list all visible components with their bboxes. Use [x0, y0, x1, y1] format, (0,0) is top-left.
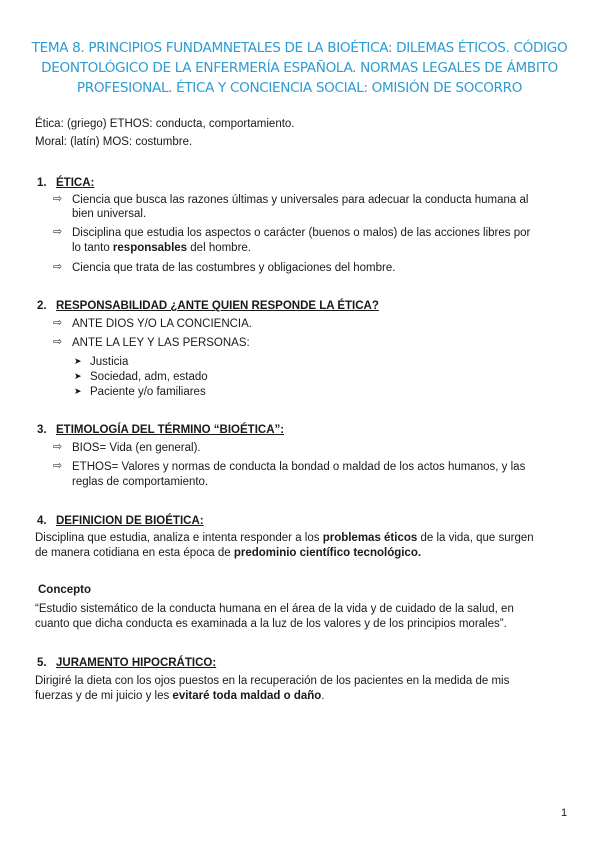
section-5-number: 5. — [37, 657, 47, 669]
section-2-number: 2. — [37, 300, 47, 312]
s1-bullet-1-line-1: Ciencia que busca las razones últimas y universales para adecuar la conducta humana al — [72, 194, 529, 206]
s2-sub-3: Paciente y/o familiares — [90, 386, 206, 398]
s3-bullet-1: BIOS= Vida (en general). — [72, 442, 201, 454]
concepto-heading: Concepto — [38, 584, 92, 596]
s3-bullet-2-line-1: ETHOS= Valores y normas de conducta la bondad o maldad de los actos humanos, y las — [72, 461, 526, 473]
intro-etica: Ética: (griego) ETHOS: conducta, comportamiento. — [35, 118, 295, 130]
arrow-right-outline-icon: ⇨ — [53, 336, 63, 348]
section-2-heading: RESPONSABILIDAD ¿ANTE QUIEN RESPONDE LA ÉTICA? — [56, 300, 379, 312]
s2-bullet-1: ANTE DIOS Y/O LA CONCIENCIA. — [72, 318, 252, 330]
triangle-bullet-icon: ➤ — [74, 356, 82, 366]
arrow-right-outline-icon: ⇨ — [53, 193, 63, 205]
title-line-1: TEMA 8. PRINCIPIOS FUNDAMNETALES DE LA BIOÉTICA: DILEMAS ÉTICOS. CÓDIGO — [31, 40, 568, 56]
s4-paragraph-line-2: de manera cotidiana en esta época de predominio científico tecnológico. — [35, 547, 422, 559]
section-1-number: 1. — [37, 177, 47, 189]
s4-paragraph-line-1: Disciplina que estudia, analiza e intenta responder a los problemas éticos de la vida, que surgen — [35, 532, 534, 544]
section-4-number: 4. — [37, 515, 47, 527]
arrow-right-outline-icon: ⇨ — [53, 460, 63, 472]
section-3-number: 3. — [37, 424, 47, 436]
s1-bullet-2-line-1: Disciplina que estudia los aspectos o carácter (buenos o malos) de las acciones libres por — [72, 227, 531, 239]
s2-sub-1: Justicia — [90, 356, 129, 368]
arrow-right-outline-icon: ⇨ — [53, 317, 63, 329]
s1-bullet-2-line-2: lo tanto responsables del hombre. — [72, 242, 252, 254]
s2-bullet-2: ANTE LA LEY Y LAS PERSONAS: — [72, 337, 250, 349]
concepto-line-1: “Estudio sistemático de la conducta humana en el área de la vida y de cuidado de la salud, en — [35, 603, 514, 615]
s2-sub-2: Sociedad, adm, estado — [90, 371, 208, 383]
s3-bullet-2-line-2: reglas de comportamiento. — [72, 476, 209, 488]
triangle-bullet-icon: ➤ — [74, 371, 82, 381]
section-1-heading: ÉTICA: — [56, 177, 95, 189]
concepto-line-2: cuanto que dicha conducta es examinada a la luz de los valores y de los principios morales”. — [35, 618, 507, 630]
s1-bullet-1-line-2: bien universal. — [72, 208, 147, 220]
s1-bullet-3: Ciencia que trata de las costumbres y obligaciones del hombre. — [72, 262, 396, 274]
page-number: 1 — [561, 807, 568, 819]
title-line-2: DEONTOLÓGICO DE LA ENFERMERÍA ESPAÑOLA. NORMAS LEGALES DE ÁMBITO — [41, 60, 558, 76]
intro-moral: Moral: (latín) MOS: costumbre. — [35, 136, 193, 148]
arrow-right-outline-icon: ⇨ — [53, 226, 63, 238]
section-5-heading: JURAMENTO HIPOCRÁTICO: — [56, 657, 217, 669]
section-4-heading: DEFINICION DE BIOÉTICA: — [56, 515, 204, 527]
arrow-right-outline-icon: ⇨ — [53, 441, 63, 453]
document-title — [20, 38, 579, 98]
section-3-heading: ETIMOLOGÍA DEL TÉRMINO “BIOÉTICA”: — [56, 424, 285, 436]
title-line-3: PROFESIONAL. ÉTICA Y CONCIENCIA SOCIAL: OMISIÓN DE SOCORRO — [76, 80, 523, 96]
triangle-bullet-icon: ➤ — [74, 386, 82, 396]
s5-paragraph-line-2: fuerzas y de mi juicio y les evitaré toda maldad o daño. — [35, 690, 325, 702]
arrow-right-outline-icon: ⇨ — [53, 261, 63, 273]
s5-paragraph-line-1: Dirigiré la dieta con los ojos puestos en la recuperación de los pacientes en la medida de mis — [35, 675, 510, 687]
